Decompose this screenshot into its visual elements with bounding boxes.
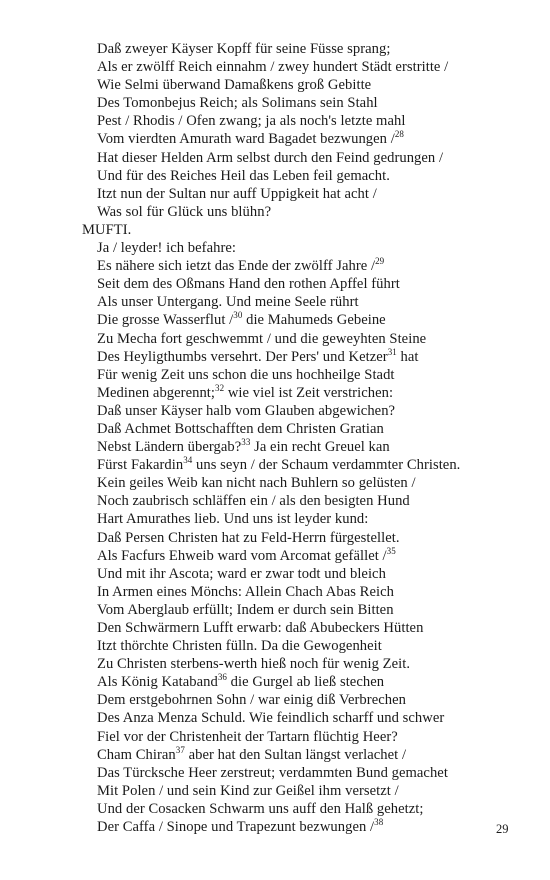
footnote-ref: 32 [215, 382, 225, 393]
verse-line-text: Wie Selmi überwand Damaßkens groß Gebitte [97, 77, 372, 94]
verse-line-text: Zu Christen sterbens-werth hieß noch für wenig Zeit. [97, 656, 411, 673]
footnote-ref: 30 [233, 310, 243, 321]
verse-line [0, 691, 550, 709]
verse-line [0, 149, 550, 167]
verse-line-text: Als König Kataband [97, 674, 218, 691]
verse-line-text: Daß unser Käyser halb vom Glauben abgewichen? [97, 402, 396, 419]
verse-line-text: Itzt thörchte Christen fülln. Da die Gewogenheit [97, 638, 382, 655]
verse-line-text: Daß zweyer Käyser Kopff für seine Füsse sprang; [97, 41, 391, 57]
verse-line-text: Hat dieser Helden Arm selbst durch den Feind gedrungen / [97, 149, 444, 166]
verse-line-text: Fürst Fakardin [97, 457, 184, 474]
verse-line [0, 456, 550, 474]
verse-line [0, 728, 550, 746]
verse-line-continuation: die Gurgel ab ließ stechen [226, 674, 385, 691]
verse-line-continuation: Ja ein recht Greuel kan [250, 439, 390, 456]
verse-line-text: Und für des Reiches Heil das Leben feil gemacht. [97, 167, 390, 184]
verse-line [0, 583, 550, 601]
verse-line [0, 420, 550, 438]
verse-line [0, 76, 550, 94]
verse-line-text: Das Türcksche Heer zerstreut; verdammten Bund gemachet [97, 764, 448, 781]
verse-line-text: Mit Polen / und sein Kind zur Geißel ihm versetzt / [97, 782, 399, 799]
verse-line-text: Was sol für Glück uns blühn? [97, 203, 272, 220]
verse-line-text: Pest / Rhodis / Ofen zwang; ja als noch's letzte mahl [97, 113, 406, 130]
verse-line [0, 438, 550, 456]
verse-line [0, 330, 550, 348]
verse-line [0, 311, 550, 329]
verse-line [0, 510, 550, 528]
verse-line [0, 94, 550, 112]
verse-line [0, 474, 550, 492]
verse-line-text: Als er zwölff Reich einnahm / zwey hundert Städt erstritte / [97, 59, 449, 76]
verse-line-text: Ja / leyder! ich befahre: [97, 240, 237, 257]
verse-line [0, 167, 550, 185]
verse-line-continuation: aber hat den Sultan längst verlachet / [184, 746, 407, 763]
verse-line-text: Des Anza Menza Schuld. Wie feindlich scharff und schwer [97, 710, 445, 727]
verse-line-text: Des Heyligthumbs versehrt. Der Pers' und Ketzer [97, 348, 388, 365]
page-number: 29 [496, 822, 509, 836]
verse-line-text: In Armen eines Mönchs: Allein Chach Abas Reich [97, 583, 394, 600]
verse-line [0, 185, 550, 203]
verse-line-text: Dem erstgebohrnen Sohn / war einig diß Verbrechen [97, 692, 406, 709]
verse-line-continuation: die Mahumeds Gebeine [242, 312, 386, 329]
verse-line [0, 293, 550, 311]
verse-line-continuation: hat [396, 348, 419, 365]
verse-line [0, 40, 550, 58]
verse-line [0, 547, 550, 565]
verse-line-text: Fiel vor der Christenheit der Tartarn flüchtig Heer? [97, 728, 398, 745]
footnote-ref: 36 [217, 672, 227, 683]
verse-line [0, 348, 550, 366]
verse-line-text: Seit dem des Oßmans Hand den rothen Apffel führt [97, 276, 400, 293]
verse-line-text: Als unser Untergang. Und meine Seele rührt [97, 294, 359, 311]
footnote-ref: 37 [175, 744, 185, 755]
verse-line [0, 275, 550, 293]
verse-line-text: Der Caffa / Sinope und Trapezunt bezwungen / [97, 819, 375, 836]
verse-line-text: Und mit ihr Ascota; ward er zwar todt und bleich [97, 565, 386, 582]
verse-line [0, 655, 550, 673]
footnote-ref: 38 [374, 817, 384, 828]
verse-line-continuation: wie viel ist Zeit verstrichen: [224, 384, 394, 401]
verse-line-text: Als Facfurs Ehweib ward vom Arcomat gefället / [97, 547, 387, 564]
verse-line-text: Des Tomonbejus Reich; als Solimans sein Stahl [97, 95, 378, 112]
verse-line-text: Vom vierdten Amurath ward Bagadet bezwungen / [97, 131, 395, 148]
verse-line [0, 637, 550, 655]
verse-line [0, 366, 550, 384]
footnote-ref: 34 [183, 455, 193, 466]
verse-line-text: Medinen abgerennt; [97, 384, 216, 401]
footnote-ref: 28 [394, 129, 404, 140]
verse-line [0, 800, 550, 818]
verse-line-text: Itzt nun der Sultan nur auff Uppigkeit hat acht / [97, 185, 377, 202]
verse-line [0, 565, 550, 583]
verse-line [0, 402, 550, 420]
verse-line-text: Den Schwärmern Lufft erwarb: daß Abubeckers Hütten [97, 620, 424, 636]
verse-line-text: Es nähere sich ietzt das Ende der zwölff Jahre / [97, 258, 376, 275]
verse-line-text: Nebst Ländern übergab? [97, 439, 242, 456]
footnote-ref: 29 [375, 256, 385, 267]
verse-line-text: Noch zaubrisch schläffen ein / als den besigten Hund [97, 493, 410, 510]
verse-line [0, 112, 550, 130]
verse-line [0, 782, 550, 800]
verse-line-text: Die grosse Wasserflut / [97, 312, 234, 329]
verse-line-text: MUFTI. [82, 221, 132, 238]
verse-line [0, 492, 550, 510]
footnote-ref: 33 [241, 437, 251, 448]
verse-line-text: Vom Aberglaub erfüllt; Indem er durch sein Bitten [97, 601, 394, 618]
verse-line [0, 384, 550, 402]
verse-line [0, 619, 550, 637]
verse-line [0, 818, 550, 836]
verse-line-text: Daß Achmet Bottschafften dem Christen Gratian [97, 420, 384, 437]
verse-line [0, 746, 550, 764]
verse-line [0, 257, 550, 275]
verse-line [0, 239, 550, 257]
verse-line [0, 673, 550, 691]
verse-line-text: Daß Persen Christen hat zu Feld-Herrn fürgestellet. [97, 529, 400, 546]
verse-line [0, 764, 550, 782]
footnote-ref: 35 [386, 545, 396, 556]
verse-line [0, 709, 550, 727]
verse-line-text: Kein geiles Weib kan nicht nach Buhlern so gelüsten / [97, 475, 416, 492]
verse-line [0, 58, 550, 76]
verse-line-text: Für wenig Zeit uns schon die uns hochheilge Stadt [97, 366, 395, 383]
verse-line-text: Und der Cosacken Schwarm uns auff den Halß gehetzt; [97, 800, 424, 817]
verse-line [0, 529, 550, 547]
verse-text [0, 40, 550, 836]
verse-line-text: Cham Chiran [97, 746, 176, 763]
verse-line [0, 601, 550, 619]
verse-line [0, 203, 550, 221]
verse-line-text: Hart Amurathes lieb. Und uns ist leyder kund: [97, 511, 369, 528]
verse-line-text: Zu Mecha fort geschwemmt / und die geweyhten Steine [97, 330, 427, 347]
verse-line-continuation: uns seyn / der Schaum verdammter Christen. [192, 457, 461, 474]
verse-line [0, 130, 550, 148]
footnote-ref: 31 [387, 346, 397, 357]
speaker-name [0, 221, 550, 239]
